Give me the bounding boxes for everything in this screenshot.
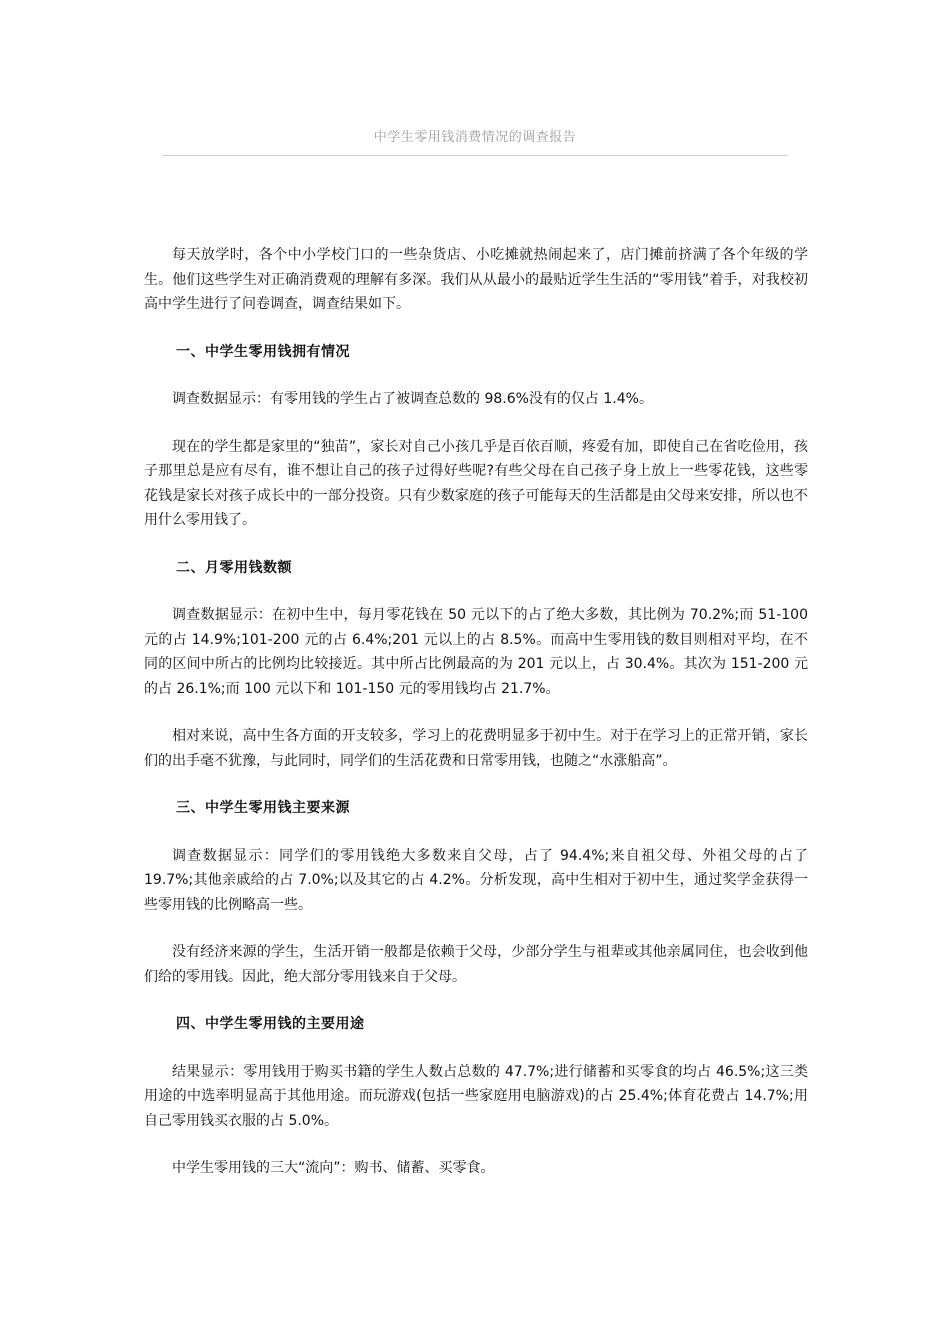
section-paragraph: 相对来说，高中生各方面的开支较多，学习上的花费明显多于初中生。对于在学习上的正常开销，家长们的出手毫不犹豫，与此同时，同学们的生活花费和日常零用钱，也随之“水涨船高”。 (144, 728, 808, 769)
section-paragraph: 调查数据显示：在初中生中，每月零花钱在 50 元以下的占了绝大多数，其比例为 70.2%;而 51-100 元的占 14.9%;101-200 元的占 6.4%;201 元以上的占 8.5%。而高中生零用钱的数目则相对平均，在不同的区间中所占的比例均比较接近。其中所占比例最高的为 201 元以上，占 30.4%。其次为 151-200 元的占 26.1%;而 100 元以下和 101-150 元的零用钱均占 21.7%。 (144, 607, 808, 697)
header-divider (162, 155, 788, 156)
section-heading-uses: 四、中学生零用钱的主要用途 (176, 1016, 365, 1032)
intro-paragraph: 每天放学时，各个中小学校门口的一些杂货店、小吃摊就热闹起来了，店门摊前挤满了各个年级的学生。他们这些学生对正确消费观的理解有多深。我们从从最小的最贴近学生生活的“零用钱”着手，对我校初高中学生进行了问卷调查，调查结果如下。 (144, 247, 808, 312)
document-body (144, 243, 808, 1181)
section-heading-ownership: 一、中学生零用钱拥有情况 (176, 343, 350, 360)
section-paragraph: 现在的学生都是家里的“独苗”，家长对自己小孩几乎是百依百顺，疼爱有加，即使自己在省吃俭用，孩子那里总是应有尽有，谁不想让自己的孩子过得好些呢?有些父母在自己孩子身上放上一些零花钱，这些零花钱是家长对孩子成长中的一部分投资。只有少数家庭的孩子可能每天的生活都是由父母来安排，所以也不用什么零用钱了。 (144, 438, 808, 528)
section-paragraph: 没有经济来源的学生，生活开销一般都是依赖于父母，少部分学生与祖辈或其他亲属同住，也会收到他们给的零用钱。因此，绝大部分零用钱来自于父母。 (144, 944, 808, 985)
section-paragraph: 调查数据显示：同学们的零用钱绝大多数来自父母，占了 94.4%;来自祖父母、外祖父母的占了 19.7%;其他亲戚给的占 7.0%;以及其它的占 4.2%。分析发现，高中生相对于初中生，通过奖学金获得一些零用钱的比例略高一些。 (144, 847, 808, 913)
page-header-title: 中学生零用钱消费情况的调查报告 (373, 130, 577, 145)
section-heading-sources: 三、中学生零用钱主要来源 (176, 800, 350, 816)
section-paragraph: 调查数据显示：有零用钱的学生占了被调查总数的 98.6%没有的仅占 1.4%。 (172, 391, 653, 407)
section-paragraph: 中学生零用钱的三大“流向”：购书、储蓄、买零食。 (172, 1160, 495, 1176)
section-paragraph: 结果显示：零用钱用于购买书籍的学生人数占总数的 47.7%;进行储蓄和买零食的均占 46.5%;这三类用途的中选率明显高于其他用途。而玩游戏(包括一些家庭用电脑游戏)的占 25.4%;体育花费占 14.7%;用自己零用钱买衣服的占 5.0%。 (144, 1063, 808, 1129)
section-heading-monthly-amount: 二、月零用钱数额 (176, 559, 292, 576)
